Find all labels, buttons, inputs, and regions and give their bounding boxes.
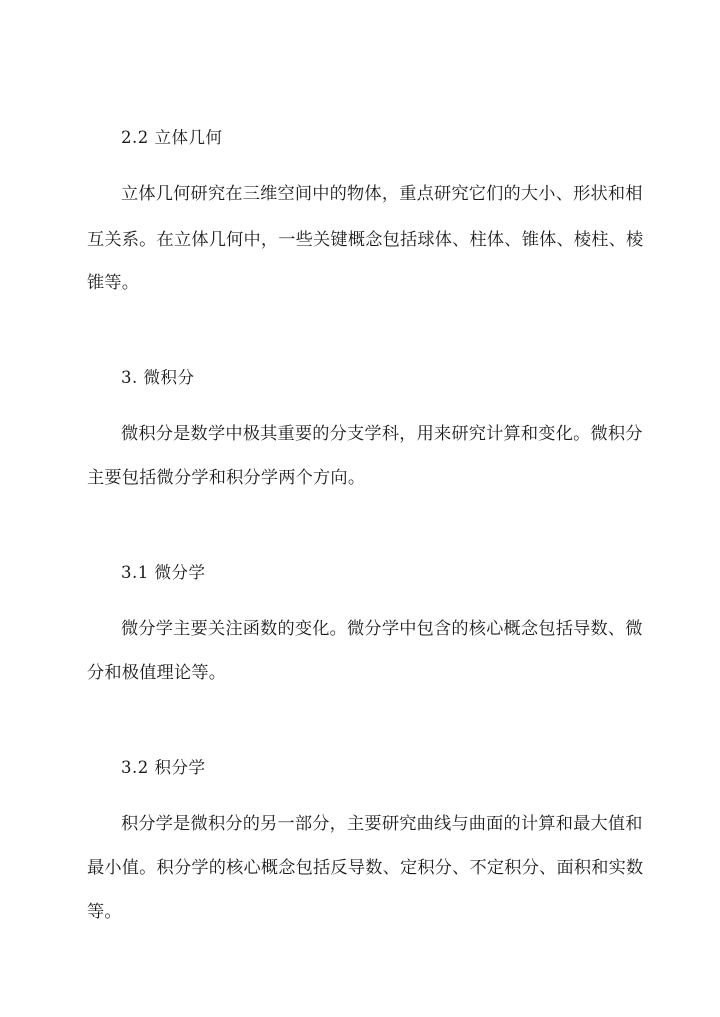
- paragraph-line: 锥等。: [87, 273, 140, 293]
- paragraph-line: 微积分是数学中极其重要的分支学科，用来研究计算和变化。微积分: [121, 424, 643, 444]
- paragraph-line: 最小值。积分学的核心概念包括反导数、定积分、不定积分、面积和实数: [87, 858, 644, 878]
- section-heading-3-1: 3.1 微分学: [121, 563, 206, 582]
- paragraph-line: 主要包括微分学和积分学两个方向。: [87, 468, 366, 488]
- paragraph-line: 积分学是微积分的另一部分，主要研究曲线与曲面的计算和最大值和: [121, 814, 643, 834]
- section-heading-3: 3. 微积分: [121, 368, 195, 387]
- section-heading-3-2: 3.2 积分学: [121, 758, 206, 777]
- paragraph-line: 微分学主要关注函数的变化。微分学中包含的核心概念包括导数、微: [121, 619, 643, 639]
- paragraph-line: 等。: [87, 902, 122, 922]
- paragraph-line: 立体几何研究在三维空间中的物体，重点研究它们的大小、形状和相: [121, 184, 643, 204]
- section-heading-2-2: 2.2 立体几何: [121, 128, 223, 147]
- paragraph-line: 互关系。在立体几何中，一些关键概念包括球体、柱体、锥体、棱柱、棱: [87, 230, 644, 250]
- paragraph-line: 分和极值理论等。: [87, 663, 227, 683]
